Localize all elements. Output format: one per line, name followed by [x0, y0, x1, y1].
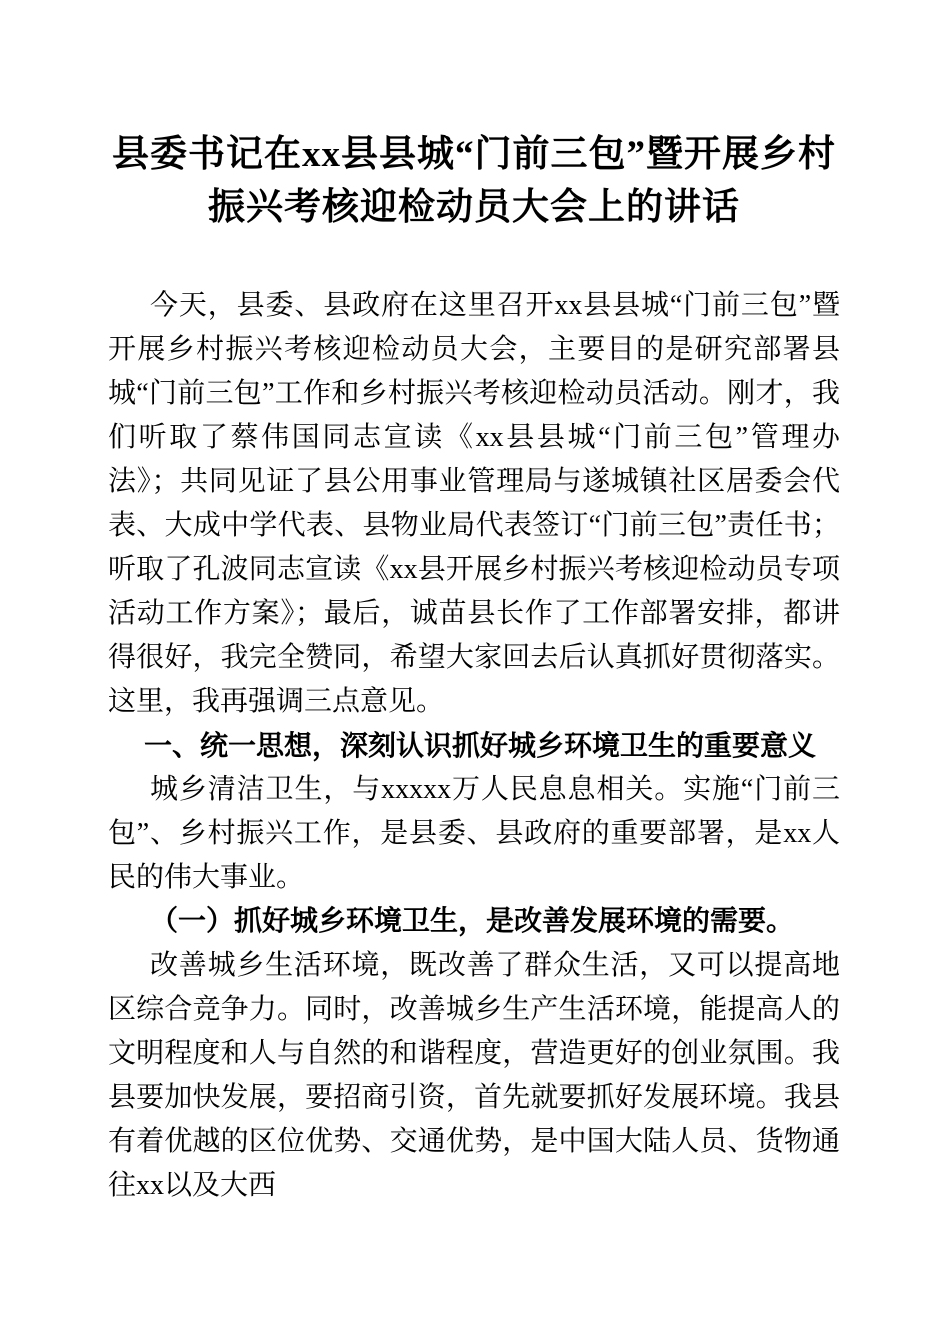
paragraph-subsection-body: 改善城乡生活环境，既改善了群众生活，又可以提高地区综合竞争力。同时，改善城乡生产生活环境，能提高人的文明程度和人与自然的和谐程度，营造更好的创业氛围。我县要加快发展，要招商引资，首先就要抓好发展环境。我县有着优越的区位优势、交通优势，是中国大陆人员、货物通往xx以及大西 [108, 950, 840, 1201]
section-heading-1: 一、统一思想，深刻认识抓好城乡环境卫生的重要意义 [144, 730, 817, 761]
paragraph-section1-lead: 城乡清洁卫生，与xxxxx万人民息息相关。实施“门前三包”、乡村振兴工作，是县委、县政府的重要部署，是xx人民的伟大事业。 [108, 774, 840, 893]
paragraph-intro: 今天，县委、县政府在这里召开xx县县城“门前三包”暨开展乡村振兴考核迎检动员大会，主要目的是研究部署县城“门前三包”工作和乡村振兴考核迎检动员活动。刚才，我们听取了蔡伟国同志宣读《xx县县城“门前三包”管理办法》；共同见证了县公用事业管理局与遂城镇社区居委会代表、大成中学代表、县物业局代表签订“门前三包”责任书；听取了孔波同志宣读《xx县开展乡村振兴考核迎检动员专项活动工作方案》；最后，诚苗县长作了工作部署安排，都讲得很好，我完全赞同，希望大家回去后认真抓好贯彻落实。这里，我再强调三点意见。 [108, 290, 840, 717]
subsection-heading-1-1: （一）抓好城乡环境卫生，是改善发展环境的需要。 [150, 906, 795, 937]
document-title: 县委书记在xx县县城“门前三包”暨开展乡村振兴考核迎检动员大会上的讲话 [112, 134, 836, 228]
